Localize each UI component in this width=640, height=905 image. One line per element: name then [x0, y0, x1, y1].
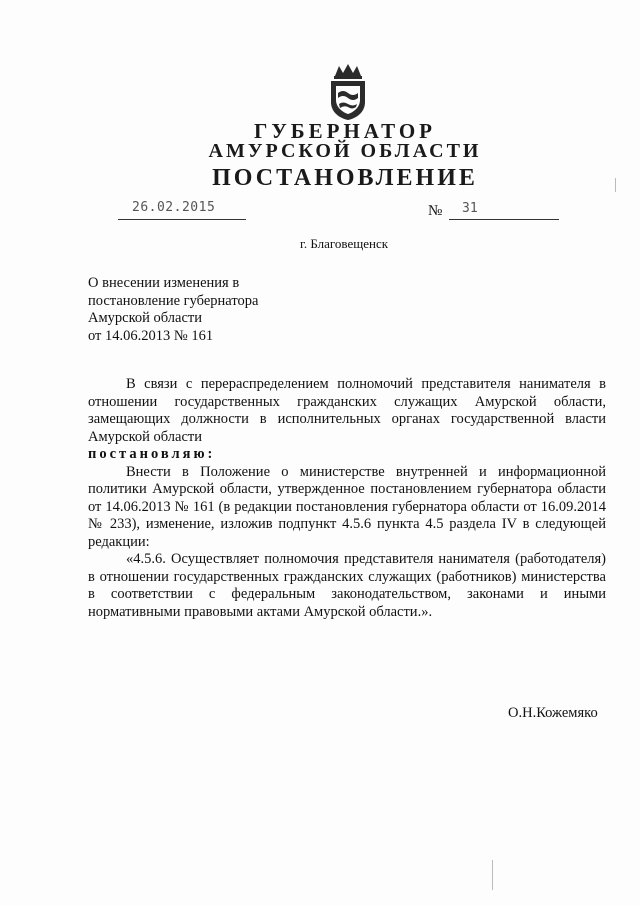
decree-word: постановляю:: [88, 446, 216, 462]
decree-body: [88, 376, 606, 621]
subject-line: от 14.06.2013 № 161: [88, 327, 214, 344]
number-sign: №: [428, 203, 443, 219]
number-underline: [449, 219, 559, 220]
subject-line: Амурской области: [88, 310, 202, 326]
quote-paragraph: «4.5.6. Осуществляет полномочия представителя нанимателя (работодателя) в отношении государственных гражданских служащих (работников) министерства в соответствии с федеральным законодательством, законами и иными нормативными правовыми актами Амурской области.».: [88, 551, 606, 620]
scan-artifact: [615, 178, 616, 192]
region-title: АМУРСКОЙ ОБЛАСТИ: [208, 140, 482, 162]
preamble-paragraph: В связи с перераспределением полномочий представителя нанимателя в отношении государственных гражданских служащих Амурской области, замещающих должности в исполнительных органах государственной власти Амурской области: [88, 376, 606, 445]
city-label: г. Благовещенск: [299, 236, 389, 251]
scan-artifact: [492, 860, 493, 890]
main-paragraph: Внести в Положение о министерстве внутренней и информационной политики Амурской области, утвержденное постановлением губернатора области от 14.06.2013 № 161 (в редакции постановления губернатора области от 16.09.2014 № 233), изменение, изложив подпункт 4.5.6 пункта 4.5 раздела IV в следующей редакции:: [88, 463, 606, 550]
date-underline: [118, 219, 246, 220]
coat-of-arms-icon: [325, 62, 371, 122]
subject-block: [88, 275, 348, 345]
subject-line: постановление губернатора: [88, 292, 259, 309]
subject-line: О внесении изменения в: [88, 275, 240, 291]
authority-title: ГУБЕРНАТОР: [253, 119, 437, 143]
governor-signature: О.Н.Кожемяко: [508, 705, 598, 721]
decree-date: 26.02.2015: [132, 200, 216, 215]
document-type-title: ПОСТАНОВЛЕНИЕ: [212, 165, 478, 191]
decree-number: 31: [462, 201, 478, 216]
